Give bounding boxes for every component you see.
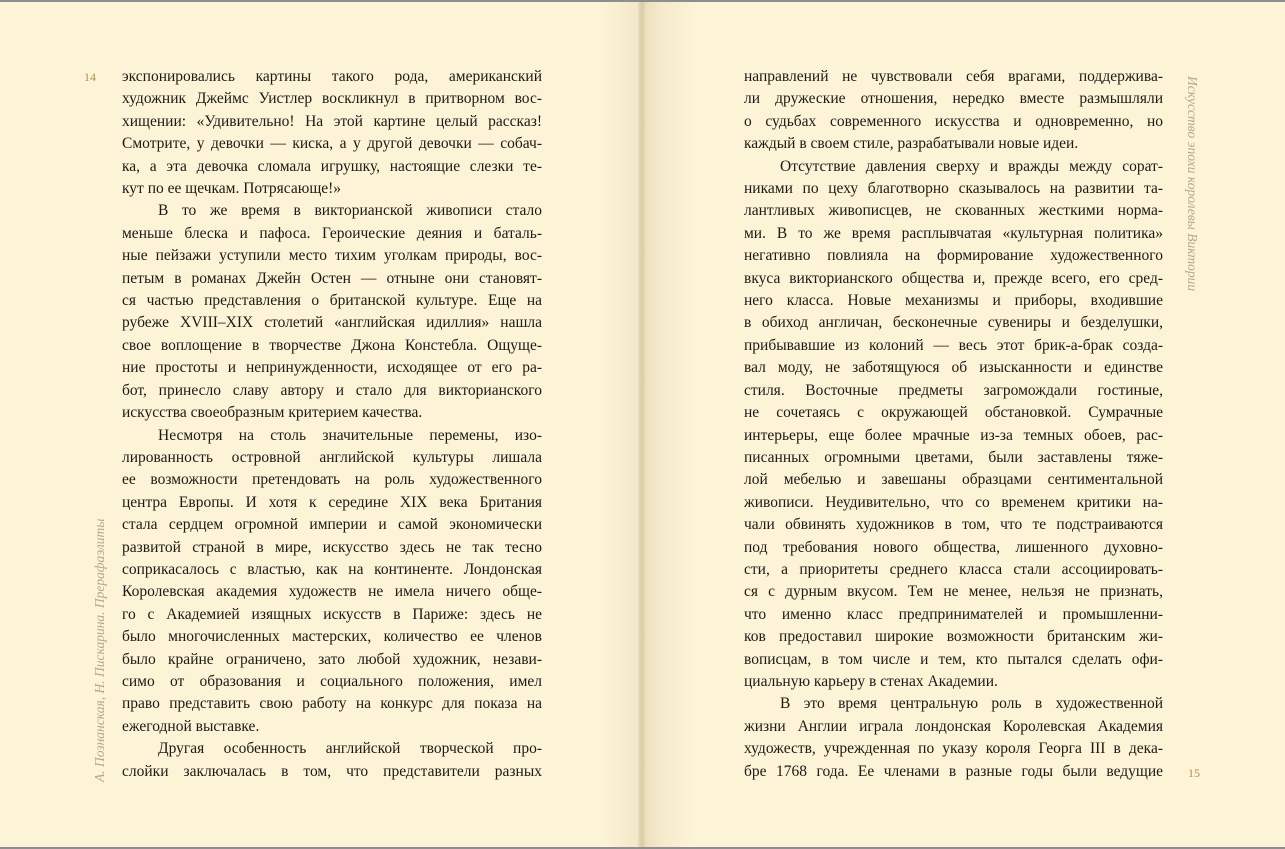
right-running-head: Искусство эпохи королевы Виктории — [1185, 76, 1200, 292]
book-gutter — [638, 2, 646, 847]
text-line: меньше блеска и пафоса. Героические деяния и баталь- — [122, 224, 542, 242]
text-line: лантливых живописцев, не скованных жесткими норма- — [744, 202, 1163, 220]
text-line: Другая особенность английской творческой про- — [158, 740, 542, 758]
text-line: ли дружеские отношения, нередко вместе размышляли — [744, 90, 1163, 108]
text-line: свое воплощение в творчестве Джона Констебла. Ощуще- — [122, 336, 542, 354]
text-line: ков предоставил широкие возможности британским жи- — [744, 628, 1163, 646]
text-line: бот, принесло славу автору и стало для викторианского — [122, 381, 542, 399]
text-line: не сочетаясь с окружающей обстановкой. Сумрачные — [744, 404, 1163, 422]
left-page-number: 14 — [84, 70, 96, 84]
text-line: под требования нового общества, лишенного духовно- — [744, 538, 1163, 556]
text-line: чали обвинять художников в том, что те подстраиваются — [744, 516, 1163, 534]
text-line: писанных огромными цветами, были заставлены тяже- — [744, 448, 1163, 466]
text-line: стиля. Восточные предметы загромождали гостиные, — [744, 381, 1163, 399]
text-line: художник Джеймс Уистлер воскликнул в притворном вос- — [122, 90, 542, 108]
text-line: негативно повлияла на формирование художественного — [744, 247, 1163, 265]
text-line: было многочисленных мастерских, количество ее членов — [122, 628, 542, 646]
right-page-number: 15 — [1188, 766, 1200, 780]
text-line: живописи. Неудивительно, что со временем критики на- — [744, 493, 1163, 511]
text-line: него класса. Новые механизмы и приборы, входившие — [744, 292, 1163, 310]
text-line: право представить свою работу на конкурс для показа на — [122, 695, 542, 713]
text-line: ние простоты и непринужденности, исходящее от его ра- — [122, 359, 542, 377]
text-line: ми. В то же время расплывчатая «культурная политика» — [744, 224, 1163, 242]
text-line: центра Европы. И хотя к середине XIX века Британия — [122, 493, 542, 511]
text-line: лой мебелью и завешаны образцами сентиментальной — [744, 471, 1163, 489]
text-line: экспонировались картины такого рода, американский — [122, 68, 542, 85]
text-line: интерьеры, еще более мрачные из-за темных обоев, рас- — [744, 426, 1163, 444]
text-line: бре 1768 года. Ее членами в разные годы были ведущие — [744, 762, 1163, 780]
text-line: хищении: «Удивительно! На этой картине целый рассказ! — [122, 112, 542, 130]
text-line: го с Академией изящных искусств в Париже: здесь не — [122, 605, 542, 623]
text-line: рубеже XVIII–XIX столетий «английская идиллия» нашла — [122, 314, 542, 332]
text-line: направлений не чувствовали себя врагами, поддержива- — [744, 68, 1163, 85]
text-line: развитой страной в мире, искусство здесь не так тесно — [122, 538, 542, 556]
text-line: Несмотря на столь значительные перемены, изо- — [158, 426, 542, 444]
text-line: вал моду, не заботящуюся об изысканности и единстве — [744, 359, 1163, 377]
left-running-head: А. Познанская, Н. Пискарина. Прерафаэлиты — [92, 518, 107, 782]
text-line: В это время центральную роль в художественной — [780, 695, 1163, 713]
text-line: каждый в своем стиле, разрабатывали новые идеи. — [744, 135, 1079, 153]
text-line: искусства своеобразным критерием качества. — [122, 404, 423, 422]
text-line: вописцам, в том числе и тем, кто пытался сделать офи- — [744, 650, 1163, 668]
text-line: в обиход англичан, бесконечные сувениры и безделушки, — [744, 314, 1163, 332]
text-line: Отсутствие давления сверху и вражды между сорат- — [780, 157, 1163, 175]
text-line: ные пейзажи уступили место тихим уголкам природы, вос- — [122, 247, 542, 265]
left-text-column — [122, 66, 542, 783]
text-line: Смотрите, у девочки — киска, а у другой девочки — собач- — [122, 135, 542, 153]
text-line: вкуса викторианского общества и, прежде всего, его сред- — [744, 269, 1163, 287]
text-line: В то же время в викторианской живописи стало — [158, 202, 542, 220]
text-line: ка, а эта девочка сломала игрушку, настоящие слезки те- — [122, 157, 542, 175]
text-line: слойки заключалась в том, что представители разных — [122, 762, 542, 780]
text-line: сти, а приоритеты среднего класса стали ассоциировать- — [744, 560, 1163, 578]
left-page — [0, 2, 640, 847]
right-text-column — [744, 66, 1163, 783]
text-line: что именно класс предпринимателей и промышленни- — [744, 605, 1163, 623]
text-line: никами по цеху благотворно сказывалось на развитии та- — [744, 180, 1163, 198]
text-line: было крайне ограничено, зато любой художник, незави- — [122, 650, 542, 668]
text-line: жизни Англии играла лондонская Королевская Академия — [744, 717, 1163, 735]
text-line: лированность островной английской культуры лишала — [122, 448, 542, 466]
text-line: петым в романах Джейн Остен — отныне они становят- — [122, 269, 542, 287]
text-line: прибывавшие из колоний — весь этот брик-а-брак созда- — [744, 336, 1163, 354]
text-line: ся частью представления о британской культуре. Еще на — [122, 292, 542, 310]
right-page — [644, 2, 1285, 847]
text-line: стала сердцем огромной империи и самой экономически — [122, 516, 542, 534]
text-line: симо от образования и социального положения, имел — [122, 672, 542, 690]
text-line: ся с дурным вкусом. Тем не менее, нельзя не признать, — [744, 583, 1163, 601]
text-line: Королевская академия художеств не имела ничего обще- — [122, 583, 542, 601]
text-line: циальную карьеру в стенах Академии. — [744, 672, 998, 690]
text-line: ежегодной выставке. — [122, 717, 260, 735]
text-line: о судьбах современного искусства и одновременно, но — [744, 112, 1163, 130]
text-line: кут по ее щечкам. Потрясающе!» — [122, 180, 342, 198]
text-line: художеств, учрежденная по указу короля Георга III в дека- — [744, 740, 1163, 758]
text-line: соприкасалось с властью, как на континенте. Лондонская — [122, 560, 542, 578]
text-line: ее возможности претендовать на роль художественного — [122, 471, 542, 489]
